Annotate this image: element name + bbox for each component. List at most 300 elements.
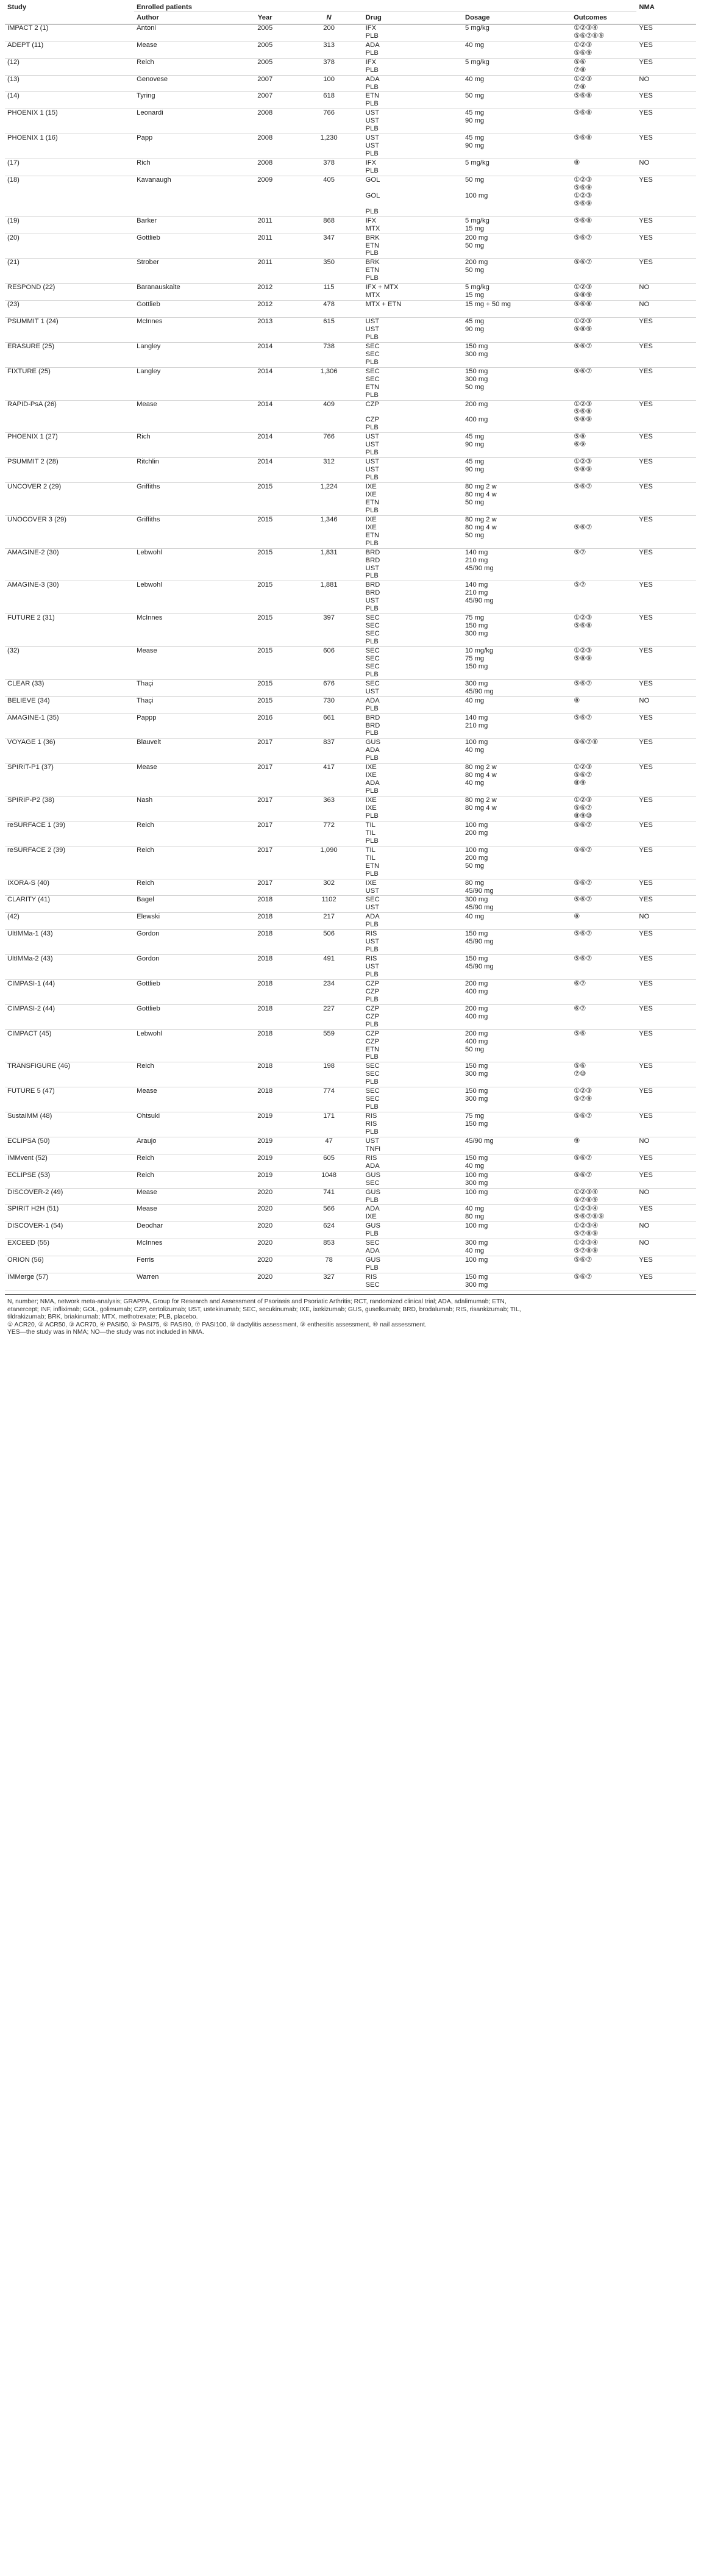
n-cell: 417 — [295, 764, 363, 796]
dosage-cell: 100 mg — [463, 1256, 571, 1273]
drug-cell: IFX PLB — [363, 58, 463, 75]
nma-cell: YES — [636, 739, 696, 764]
outcomes-cell: ⑤⑥⑦ — [571, 821, 636, 846]
drug-cell: SEC SEC PLB — [363, 342, 463, 367]
author-cell: Baranauskaite — [134, 284, 235, 301]
n-cell: 730 — [295, 696, 363, 714]
n-cell: 198 — [295, 1062, 363, 1087]
nma-cell: YES — [636, 846, 696, 879]
dosage-cell: 80 mg 2 w 80 mg 4 w — [463, 796, 571, 821]
dosage-cell: 75 mg 150 mg — [463, 1112, 571, 1137]
n-cell: 397 — [295, 614, 363, 647]
drug-cell: IFX PLB — [363, 24, 463, 41]
table-row — [5, 548, 696, 581]
author-cell: McInnes — [134, 318, 235, 343]
year-cell: 2005 — [235, 58, 295, 75]
outcomes-cell: ⑤⑥⑦ — [571, 879, 636, 896]
year-cell: 2014 — [235, 342, 295, 367]
drug-cell: SEC SEC PLB — [363, 1087, 463, 1112]
table-row — [5, 979, 696, 1004]
year-cell: 2018 — [235, 955, 295, 980]
outcomes-cell: ①②③ ⑤⑥⑦ ⑧⑨⑩ — [571, 796, 636, 821]
table-header — [5, 2, 696, 24]
author-cell: Lebwohl — [134, 548, 235, 581]
outcomes-cell: ①②③④ ⑤⑥⑦⑧⑨ — [571, 1205, 636, 1222]
drug-cell: ADA IXE — [363, 1205, 463, 1222]
nma-cell: YES — [636, 581, 696, 614]
author-cell: Antoni — [134, 24, 235, 41]
author-cell: McInnes — [134, 614, 235, 647]
n-cell: 1,831 — [295, 548, 363, 581]
table-row — [5, 400, 696, 433]
outcomes-cell: ⑤⑥⑦ — [571, 483, 636, 516]
outcomes-cell: ⑤⑥⑦ — [571, 515, 636, 548]
nma-cell: YES — [636, 979, 696, 1004]
nma-cell: YES — [636, 1273, 696, 1290]
year-cell: 2014 — [235, 400, 295, 433]
study-cell: (17) — [5, 159, 134, 176]
n-cell: 100 — [295, 75, 363, 92]
study-cell: IMPACT 2 (1) — [5, 24, 134, 41]
nma-cell: NO — [636, 159, 696, 176]
year-cell: 2018 — [235, 1029, 295, 1062]
n-cell: 606 — [295, 647, 363, 680]
dosage-cell: 5 mg/kg — [463, 24, 571, 41]
table-row — [5, 739, 696, 764]
year-cell: 2017 — [235, 846, 295, 879]
outcomes-cell: ⑤⑥ ⑦⑩ — [571, 1062, 636, 1087]
study-cell: (19) — [5, 216, 134, 234]
author-cell: Lebwohl — [134, 1029, 235, 1062]
table-row — [5, 1273, 696, 1290]
study-cell: PHOENIX 1 (27) — [5, 433, 134, 458]
drug-cell: ETN PLB — [363, 92, 463, 109]
nma-cell: NO — [636, 284, 696, 301]
dosage-cell: 150 mg 300 mg — [463, 342, 571, 367]
outcomes-cell: ⑤⑥ ⑦⑧ — [571, 58, 636, 75]
table-row — [5, 1205, 696, 1222]
drug-cell: BRD BRD PLB — [363, 714, 463, 739]
study-cell: reSURFACE 2 (39) — [5, 846, 134, 879]
table-row — [5, 515, 696, 548]
study-cell: PHOENIX 1 (15) — [5, 109, 134, 134]
author-cell: Papp — [134, 134, 235, 159]
dosage-cell: 200 mg 50 mg — [463, 234, 571, 259]
study-cell: SPIRIP-P2 (38) — [5, 796, 134, 821]
footnote-line: YES—the study was in NMA; NO—the study was not included in NMA. — [7, 1329, 204, 1336]
outcomes-cell: ①②③ ⑤⑥⑦ ⑧⑨ — [571, 764, 636, 796]
n-cell: 853 — [295, 1239, 363, 1256]
nma-cell: NO — [636, 1239, 696, 1256]
drug-cell: ADA PLB — [363, 75, 463, 92]
n-cell: 605 — [295, 1154, 363, 1171]
n-cell: 227 — [295, 1004, 363, 1029]
author-cell: Mease — [134, 1087, 235, 1112]
dosage-cell: 200 mg 400 mg — [463, 400, 571, 433]
study-cell: CIMPASI-1 (44) — [5, 979, 134, 1004]
drug-cell: BRK ETN PLB — [363, 259, 463, 284]
header-dosage: Dosage — [463, 12, 571, 24]
dosage-cell: 100 mg 200 mg 50 mg — [463, 846, 571, 879]
outcomes-cell: ⑤⑥⑧ — [571, 109, 636, 134]
n-cell: 615 — [295, 318, 363, 343]
outcomes-cell: ⑤⑥⑦ — [571, 846, 636, 879]
author-cell: Gottlieb — [134, 1004, 235, 1029]
author-cell: Mease — [134, 41, 235, 58]
year-cell: 2018 — [235, 1004, 295, 1029]
author-cell: Elewski — [134, 913, 235, 930]
drug-cell: GUS PLB — [363, 1222, 463, 1239]
nma-cell: YES — [636, 483, 696, 516]
drug-cell: SEC SEC PLB — [363, 1062, 463, 1087]
n-cell: 302 — [295, 879, 363, 896]
outcomes-cell: ⑤⑥⑧ — [571, 301, 636, 318]
dosage-cell: 5 mg/kg 15 mg — [463, 284, 571, 301]
nma-cell: NO — [636, 75, 696, 92]
n-cell: 774 — [295, 1087, 363, 1112]
nma-cell: YES — [636, 367, 696, 400]
table-row — [5, 75, 696, 92]
dosage-cell: 10 mg/kg 75 mg 150 mg — [463, 647, 571, 680]
drug-cell: RIS RIS PLB — [363, 1112, 463, 1137]
table-row — [5, 318, 696, 343]
year-cell: 2018 — [235, 913, 295, 930]
author-cell: Griffiths — [134, 515, 235, 548]
dosage-cell: 200 mg 400 mg — [463, 1004, 571, 1029]
dosage-cell: 45 mg 90 mg — [463, 318, 571, 343]
dosage-cell: 45 mg 90 mg — [463, 433, 571, 458]
outcomes-cell: ⑨ — [571, 1137, 636, 1154]
outcomes-cell: ⑤⑥⑦ — [571, 930, 636, 955]
study-cell: (21) — [5, 259, 134, 284]
n-cell: 566 — [295, 1205, 363, 1222]
outcomes-cell: ⑧ — [571, 159, 636, 176]
table-row — [5, 1171, 696, 1188]
study-cell: CIMPACT (45) — [5, 1029, 134, 1062]
year-cell: 2017 — [235, 796, 295, 821]
dosage-cell: 40 mg — [463, 41, 571, 58]
author-cell: Reich — [134, 821, 235, 846]
year-cell: 2018 — [235, 930, 295, 955]
dosage-cell: 5 mg/kg — [463, 159, 571, 176]
table-footnote — [5, 1294, 696, 1337]
year-cell: 2012 — [235, 284, 295, 301]
nma-cell: YES — [636, 930, 696, 955]
year-cell: 2018 — [235, 979, 295, 1004]
drug-cell: BRK ETN PLB — [363, 234, 463, 259]
study-cell: SustaIMM (48) — [5, 1112, 134, 1137]
drug-cell: CZP CZP PLB — [363, 979, 463, 1004]
drug-cell: IXE IXE PLB — [363, 796, 463, 821]
drug-cell: SEC SEC ETN PLB — [363, 367, 463, 400]
table-row — [5, 679, 696, 696]
year-cell: 2018 — [235, 1062, 295, 1087]
drug-cell: GUS ADA PLB — [363, 739, 463, 764]
author-cell: Strober — [134, 259, 235, 284]
dosage-cell: 300 mg 40 mg — [463, 1239, 571, 1256]
study-cell: PHOENIX 1 (16) — [5, 134, 134, 159]
outcomes-cell: ⑤⑧ ⑥⑨ — [571, 433, 636, 458]
header-study: Study — [7, 4, 27, 11]
dosage-cell: 75 mg 150 mg 300 mg — [463, 614, 571, 647]
drug-cell: UST TNFi — [363, 1137, 463, 1154]
year-cell: 2015 — [235, 647, 295, 680]
year-cell: 2008 — [235, 134, 295, 159]
dosage-cell: 15 mg + 50 mg — [463, 301, 571, 318]
year-cell: 2020 — [235, 1256, 295, 1273]
outcomes-cell: ①②③④ ⑤⑦⑧⑨ — [571, 1188, 636, 1205]
author-cell: Bagel — [134, 896, 235, 913]
drug-cell: TIL TIL ETN PLB — [363, 846, 463, 879]
table-row — [5, 41, 696, 58]
author-cell: Reich — [134, 879, 235, 896]
year-cell: 2014 — [235, 458, 295, 483]
table-row — [5, 159, 696, 176]
drug-cell: RIS UST PLB — [363, 930, 463, 955]
studies-table — [5, 2, 696, 1290]
year-cell: 2020 — [235, 1222, 295, 1239]
n-cell: 47 — [295, 1137, 363, 1154]
year-cell: 2012 — [235, 301, 295, 318]
drug-cell: CZP CZP PLB — [363, 1004, 463, 1029]
drug-cell: BRD BRD UST PLB — [363, 548, 463, 581]
outcomes-cell: ⑤⑥⑦ — [571, 714, 636, 739]
nma-cell: YES — [636, 400, 696, 433]
table-row — [5, 234, 696, 259]
n-cell: 350 — [295, 259, 363, 284]
header-blank-2 — [636, 12, 696, 24]
dosage-cell: 80 mg 2 w 80 mg 4 w 50 mg — [463, 515, 571, 548]
nma-cell: YES — [636, 318, 696, 343]
study-cell: (32) — [5, 647, 134, 680]
dosage-cell: 100 mg — [463, 1222, 571, 1239]
author-cell: Gottlieb — [134, 234, 235, 259]
nma-cell: NO — [636, 1222, 696, 1239]
dosage-cell: 150 mg 300 mg 50 mg — [463, 367, 571, 400]
table-row — [5, 1239, 696, 1256]
nma-cell: YES — [636, 1029, 696, 1062]
footnote-line: tildrakizumab; BRK, briakinumab; MTX, methotrexate; PLB, placebo. — [7, 1314, 198, 1321]
author-cell: Gordon — [134, 955, 235, 980]
year-cell: 2017 — [235, 879, 295, 896]
n-cell: 1,224 — [295, 483, 363, 516]
table-row — [5, 1004, 696, 1029]
outcomes-cell: ⑤⑥⑦ — [571, 679, 636, 696]
drug-cell: IFX MTX — [363, 216, 463, 234]
nma-cell: YES — [636, 764, 696, 796]
year-cell: 2015 — [235, 483, 295, 516]
outcomes-cell: ⑧ — [571, 913, 636, 930]
year-cell: 2008 — [235, 159, 295, 176]
drug-cell: IFX PLB — [363, 159, 463, 176]
drug-cell: GUS PLB — [363, 1188, 463, 1205]
outcomes-cell: ⑤⑥⑦ — [571, 1171, 636, 1188]
drug-cell: SEC ADA — [363, 1239, 463, 1256]
study-cell: ORION (56) — [5, 1256, 134, 1273]
dosage-cell: 100 mg — [463, 1188, 571, 1205]
table-row — [5, 930, 696, 955]
table-row — [5, 955, 696, 980]
year-cell: 2020 — [235, 1188, 295, 1205]
author-cell: Thaçi — [134, 696, 235, 714]
outcomes-cell: ⑤⑦ — [571, 581, 636, 614]
drug-cell: GOL GOL PLB — [363, 176, 463, 216]
outcomes-cell: ⑤⑥⑧ — [571, 134, 636, 159]
outcomes-cell: ①②③ ⑤⑥⑧ — [571, 614, 636, 647]
header-enrolled-patients: Enrolled patients — [134, 2, 636, 12]
nma-cell: YES — [636, 821, 696, 846]
outcomes-cell: ⑤⑥⑦ — [571, 1273, 636, 1290]
n-cell: 409 — [295, 400, 363, 433]
outcomes-cell: ①②③④ ⑤⑦⑧⑨ — [571, 1239, 636, 1256]
author-cell: Rich — [134, 433, 235, 458]
year-cell: 2013 — [235, 318, 295, 343]
author-cell: Mease — [134, 1188, 235, 1205]
year-cell: 2011 — [235, 234, 295, 259]
drug-cell: UST UST PLB — [363, 318, 463, 343]
author-cell: Mease — [134, 764, 235, 796]
dosage-cell: 150 mg 45/90 mg — [463, 930, 571, 955]
nma-cell: NO — [636, 913, 696, 930]
table-row — [5, 1112, 696, 1137]
drug-cell: UST UST PLB — [363, 433, 463, 458]
nma-cell: YES — [636, 1087, 696, 1112]
n-cell: 772 — [295, 821, 363, 846]
table-row — [5, 614, 696, 647]
drug-cell: ADA PLB — [363, 913, 463, 930]
table-row — [5, 284, 696, 301]
study-cell: UltIMMa-1 (43) — [5, 930, 134, 955]
dosage-cell: 150 mg 40 mg — [463, 1154, 571, 1171]
table-row — [5, 714, 696, 739]
author-cell: Ferris — [134, 1256, 235, 1273]
outcomes-cell: ①②③ ⑤⑧⑨ — [571, 318, 636, 343]
outcomes-cell: ①②③ ⑤⑥⑨ — [571, 41, 636, 58]
table-row — [5, 342, 696, 367]
header-year: Year — [235, 12, 295, 24]
header-author: Author — [134, 12, 235, 24]
drug-cell: CZP CZP PLB — [363, 400, 463, 433]
author-cell: Thaçi — [134, 679, 235, 696]
dosage-cell: 150 mg 300 mg — [463, 1273, 571, 1290]
author-cell: Blauvelt — [134, 739, 235, 764]
table-row — [5, 1256, 696, 1273]
table-row — [5, 764, 696, 796]
study-cell: (42) — [5, 913, 134, 930]
dosage-cell: 80 mg 45/90 mg — [463, 879, 571, 896]
study-cell: VOYAGE 1 (36) — [5, 739, 134, 764]
year-cell: 2015 — [235, 515, 295, 548]
outcomes-cell: ⑤⑥⑧ — [571, 92, 636, 109]
author-cell: Langley — [134, 367, 235, 400]
year-cell: 2019 — [235, 1137, 295, 1154]
study-cell: EXCEED (55) — [5, 1239, 134, 1256]
outcomes-cell: ①②③ ⑤⑦⑨ — [571, 1087, 636, 1112]
dosage-cell: 40 mg — [463, 696, 571, 714]
n-cell: 624 — [295, 1222, 363, 1239]
drug-cell: UST UST PLB — [363, 109, 463, 134]
author-cell: Ritchlin — [134, 458, 235, 483]
table-row — [5, 1137, 696, 1154]
n-cell: 1,306 — [295, 367, 363, 400]
outcomes-cell: ①②③ ⑤⑧⑨ — [571, 647, 636, 680]
table-row — [5, 647, 696, 680]
header-n: N — [295, 12, 363, 24]
year-cell: 2007 — [235, 75, 295, 92]
dosage-cell: 100 mg 200 mg — [463, 821, 571, 846]
author-cell: Gordon — [134, 930, 235, 955]
year-cell: 2018 — [235, 1087, 295, 1112]
drug-cell: ADA PLB — [363, 41, 463, 58]
author-cell: Warren — [134, 1273, 235, 1290]
year-cell: 2011 — [235, 216, 295, 234]
study-cell: DISCOVER-1 (54) — [5, 1222, 134, 1239]
study-cell: ECLIPSA (50) — [5, 1137, 134, 1154]
outcomes-cell: ①②③④ ⑤⑦⑧⑨ — [571, 1222, 636, 1239]
n-cell: 661 — [295, 714, 363, 739]
year-cell: 2005 — [235, 41, 295, 58]
header-nma: NMA — [639, 4, 655, 11]
study-cell: ADEPT (11) — [5, 41, 134, 58]
study-cell: UNOCOVER 3 (29) — [5, 515, 134, 548]
dosage-cell: 300 mg 45/90 mg — [463, 896, 571, 913]
footnote-line: ① ACR20, ② ACR50, ③ ACR70, ④ PASI50, ⑤ PASI75, ⑥ PASI90, ⑦ PASI100, ⑧ dactylitis assessment, ⑨ enthesitis assessment, ⑩ nail assessment. — [7, 1321, 427, 1328]
year-cell: 2017 — [235, 821, 295, 846]
author-cell: Mease — [134, 647, 235, 680]
year-cell: 2020 — [235, 1273, 295, 1290]
drug-cell: UST UST PLB — [363, 134, 463, 159]
year-cell: 2005 — [235, 24, 295, 41]
n-cell: 618 — [295, 92, 363, 109]
drug-cell: GUS PLB — [363, 1256, 463, 1273]
nma-cell: YES — [636, 1062, 696, 1087]
table-row — [5, 1029, 696, 1062]
study-cell: FUTURE 2 (31) — [5, 614, 134, 647]
study-cell: AMAGINE-2 (30) — [5, 548, 134, 581]
study-cell: SPIRIT-P1 (37) — [5, 764, 134, 796]
author-cell: Pappp — [134, 714, 235, 739]
n-cell: 766 — [295, 433, 363, 458]
table-row — [5, 581, 696, 614]
table-container — [5, 0, 696, 1337]
n-cell: 312 — [295, 458, 363, 483]
author-cell: Kavanaugh — [134, 176, 235, 216]
table-row — [5, 458, 696, 483]
dosage-cell: 80 mg 2 w 80 mg 4 w 50 mg — [463, 483, 571, 516]
study-cell: BELIEVE (34) — [5, 696, 134, 714]
outcomes-cell: ⑤⑥⑦ — [571, 1154, 636, 1171]
dosage-cell: 140 mg 210 mg 45/90 mg — [463, 581, 571, 614]
n-cell: 559 — [295, 1029, 363, 1062]
author-cell: Reich — [134, 1171, 235, 1188]
author-cell: Mease — [134, 400, 235, 433]
nma-cell: YES — [636, 879, 696, 896]
table-row — [5, 92, 696, 109]
year-cell: 2019 — [235, 1171, 295, 1188]
study-cell: FUTURE 5 (47) — [5, 1087, 134, 1112]
drug-cell: RIS SEC — [363, 1273, 463, 1290]
study-cell: (14) — [5, 92, 134, 109]
nma-cell: YES — [636, 176, 696, 216]
nma-cell: YES — [636, 614, 696, 647]
author-cell: Reich — [134, 1154, 235, 1171]
nma-cell: YES — [636, 1004, 696, 1029]
n-cell: 1,881 — [295, 581, 363, 614]
drug-cell: IXE UST — [363, 879, 463, 896]
outcomes-cell: ⑤⑥⑦ — [571, 367, 636, 400]
table-row — [5, 1222, 696, 1239]
year-cell: 2015 — [235, 581, 295, 614]
